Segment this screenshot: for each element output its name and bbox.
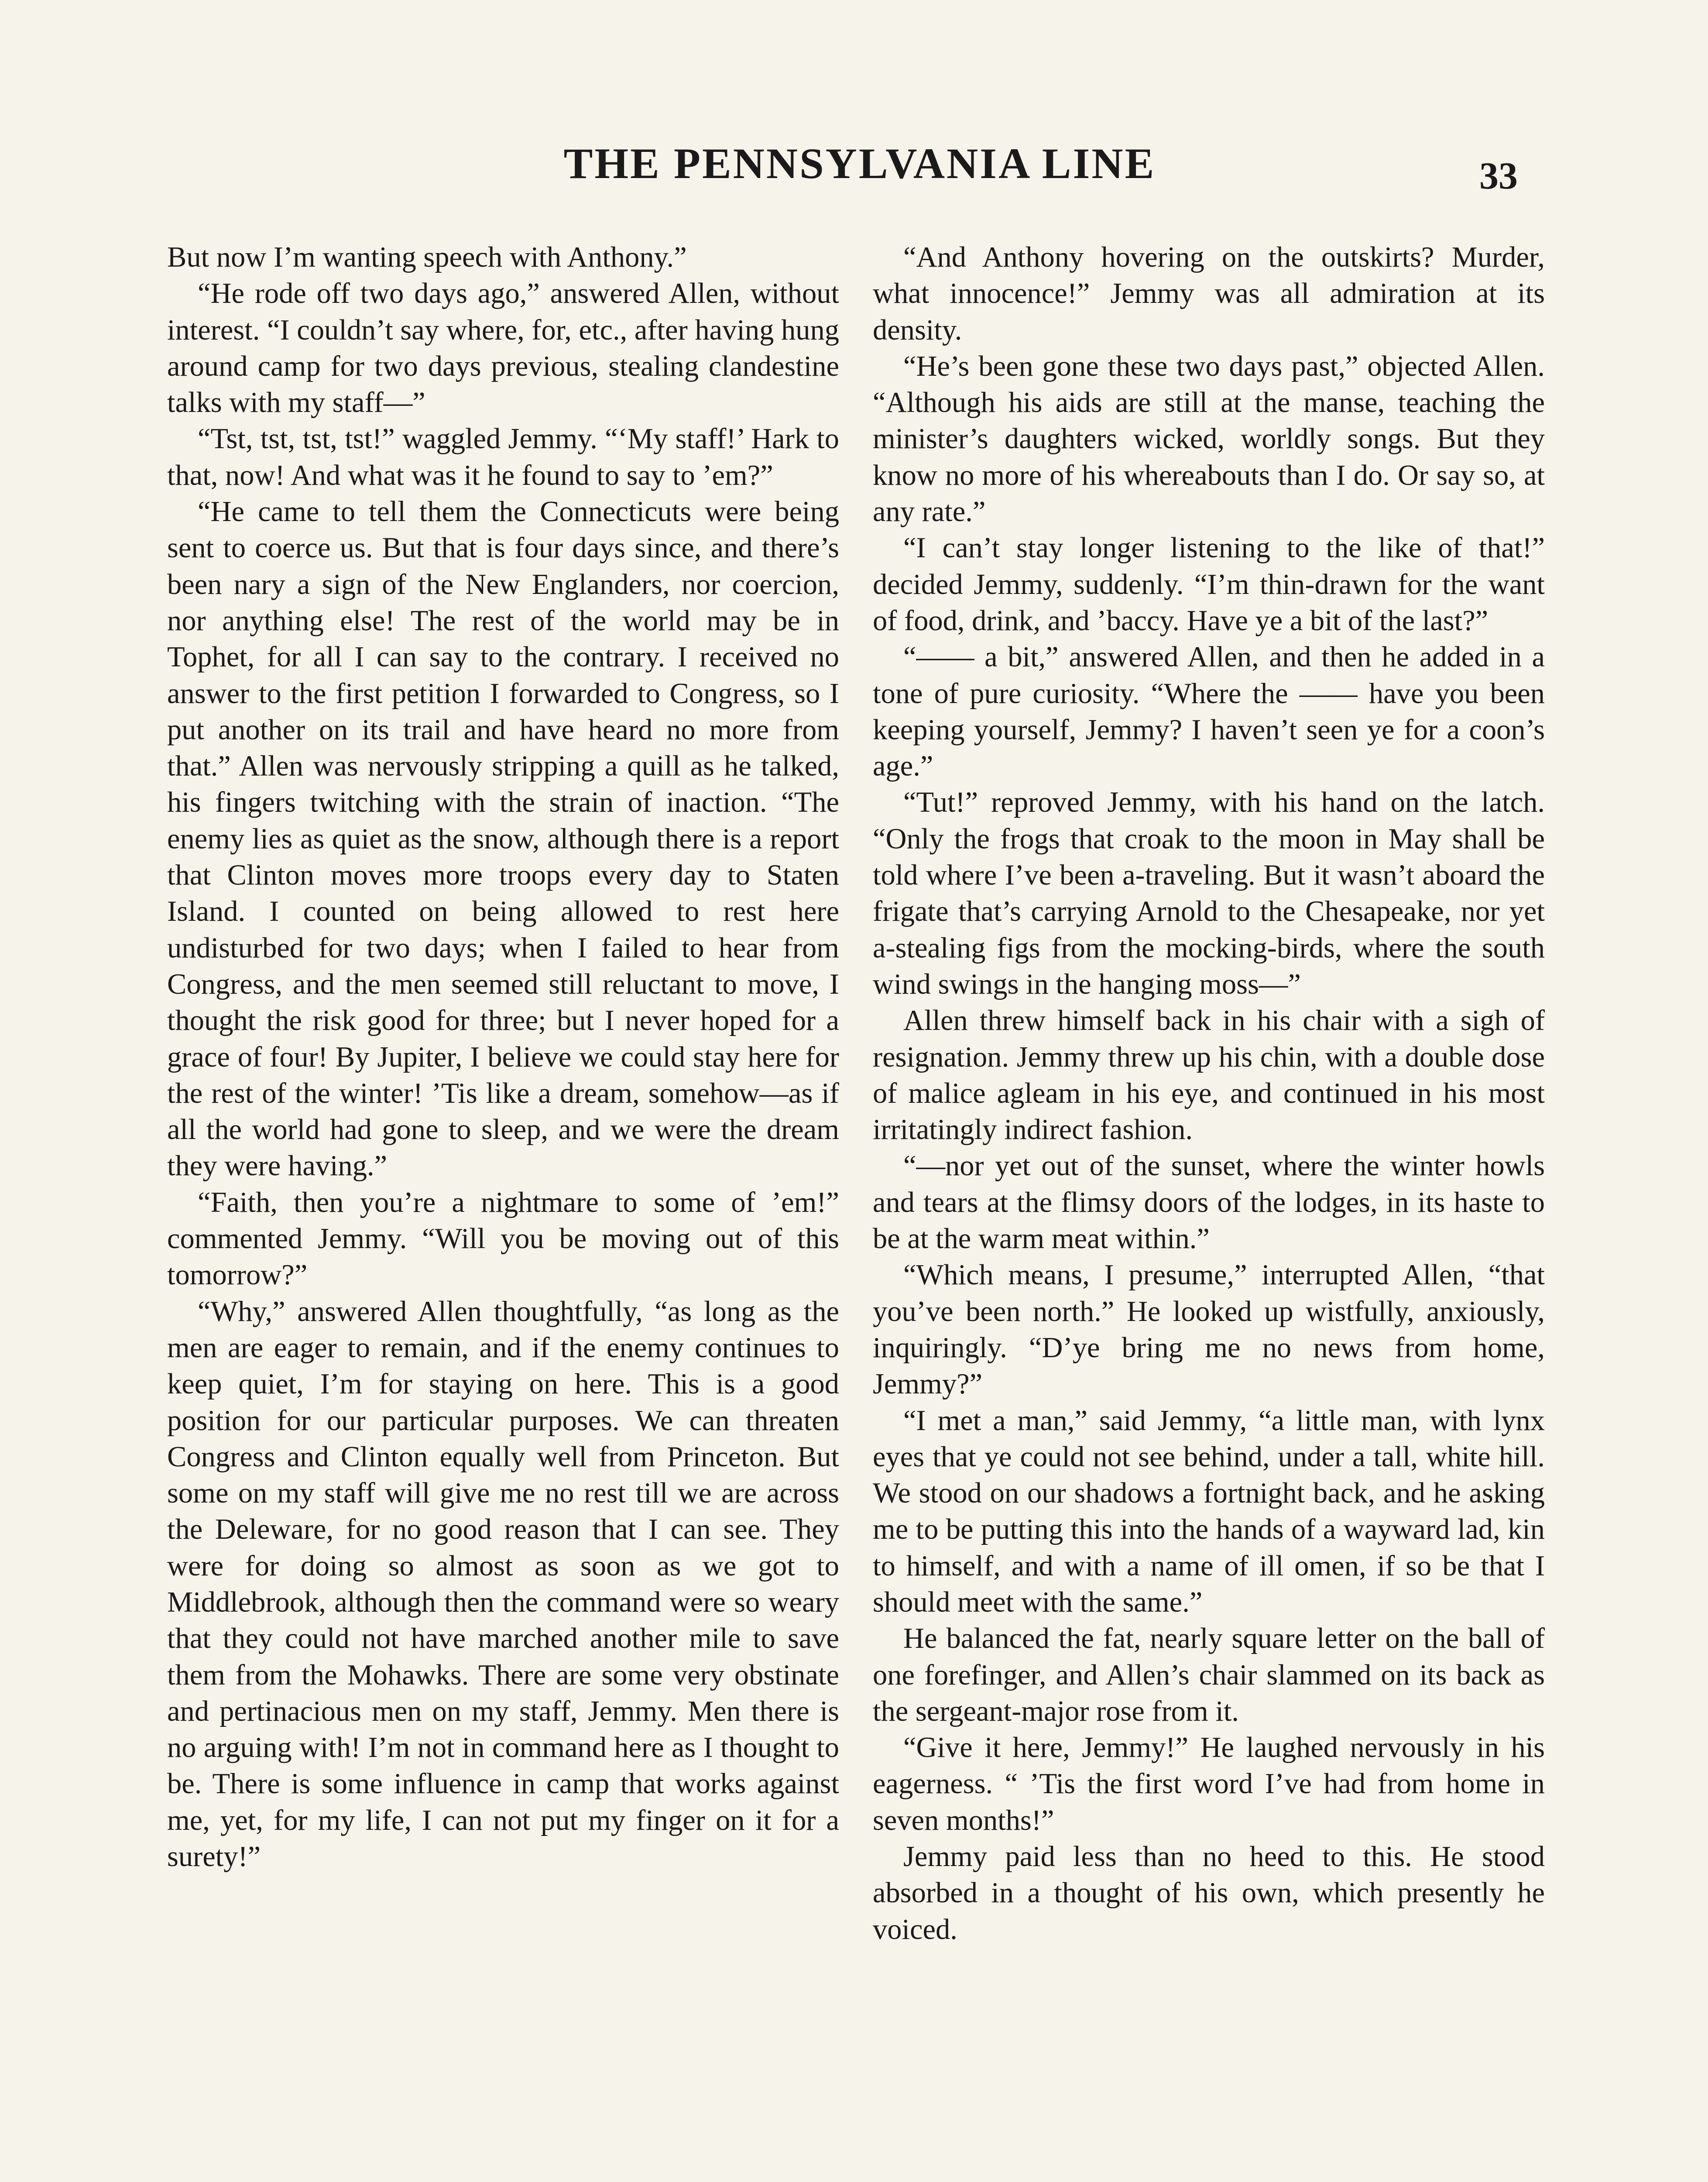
paragraph: “He rode off two days ago,” answered Allen, without interest. “I couldn’t say where, for, etc., after having hung around camp for two days previous, stealing clandestine talks with my staff—”: [167, 278, 839, 419]
paragraph: “Faith, then you’re a nightmare to some of ’em!” commented Jemmy. “Will you be moving out of this tomorrow?”: [167, 1186, 839, 1291]
page-title: THE PENNSYLVANIA LINE: [563, 139, 1156, 188]
paragraph: Allen threw himself back in his chair with a sigh of resignation. Jemmy threw up his chin, with a double dose of malice agleam in his eye, and continued in his most irritatingly indirect fashion.: [873, 1005, 1545, 1146]
paragraph: “—nor yet out of the sunset, where the winter howls and tears at the flimsy doors of the lodges, in its haste to be at the warm meat within.”: [873, 1150, 1545, 1255]
paragraph: “—— a bit,” answered Allen, and then he added in a tone of pure curiosity. “Where the —— have you been keeping yourself, Jemmy? I haven’t seen ye for a coon’s age.”: [873, 641, 1545, 782]
left-column: [167, 239, 839, 1875]
paragraph: “He came to tell them the Connecticuts were being sent to coerce us. But that is four days since, and there’s been nary a sign of the New Englanders, nor coercion, nor anything else! The rest of the world may be in Tophet, for all I can say to the contrary. I received no answer to the first petition I forwarded to Congress, so I put another on its trail and have heard no more from that.” Allen was nervously stripping a quill as he talked, his fingers twitching with the strain of inaction. “The enemy lies as quiet as the snow, although there is a report that Clinton moves more troops every day to Staten Island. I counted on being allowed to rest here undisturbed for two days; when I failed to hear from Congress, and the men seemed still reluctant to move, I thought the risk good for three; but I never hoped for a grace of four! By Jupiter, I believe we could stay here for the rest of the winter! ’Tis like a dream, somehow—as if all the world had gone to sleep, and we were the dream they were having.”: [167, 496, 839, 1182]
right-column: [873, 239, 1545, 1948]
paragraph: “I met a man,” said Jemmy, “a little man, with lynx eyes that ye could not see behind, under a tall, white hill. We stood on our shadows a fortnight back, and he asking me to be putting this into the hands of a wayward lad, kin to himself, and with a name of ill omen, if so be that I should meet with the same.”: [873, 1404, 1545, 1618]
page-number: 33: [1479, 155, 1518, 197]
paragraph: But now I’m wanting speech with Anthony.”: [167, 241, 687, 273]
paragraph: “And Anthony hovering on the outskirts? Murder, what innocence!” Jemmy was all admiration at its density.: [873, 241, 1545, 346]
paragraph: “Give it here, Jemmy!” He laughed nervously in his eagerness. “ ’Tis the first word I’ve had from home in seven months!”: [873, 1732, 1545, 1836]
paragraph: Jemmy paid less than no heed to this. He stood absorbed in a thought of his own, which presently he voiced.: [873, 1841, 1545, 1945]
paragraph: “He’s been gone these two days past,” objected Allen. “Although his aids are still at the manse, teaching the minister’s daughters wicked, worldly songs. But they know no more of his whereabouts than I do. Or say so, at any rate.”: [873, 350, 1545, 528]
paragraph: “Tut!” reproved Jemmy, with his hand on the latch. “Only the frogs that croak to the moon in May shall be told where I’ve been a-traveling. But it wasn’t aboard the frigate that’s carrying Arnold to the Chesapeake, nor yet a-stealing figs from the mocking-birds, where the south wind swings in the hanging moss—”: [873, 786, 1545, 1000]
paragraph: “Tst, tst, tst, tst!” waggled Jemmy. “‘My staff!’ Hark to that, now! And what was it he found to say to ’em?”: [167, 423, 839, 491]
paragraph: “Which means, I presume,” interrupted Allen, “that you’ve been north.” He looked up wistfully, anxiously, inquiringly. “D’ye bring me no news from home, Jemmy?”: [873, 1259, 1545, 1400]
paragraph: “Why,” answered Allen thoughtfully, “as long as the men are eager to remain, and if the enemy continues to keep quiet, I’m for staying on here. This is a good position for our particular purposes. We can threaten Congress and Clinton equally well from Princeton. But some on my staff will give me no rest till we are across the Deleware, for no good reason that I can see. They were for doing so almost as soon as we got to Middlebrook, although then the command were so weary that they could not have marched another mile to save them from the Mohawks. There are some very obstinate and pertinacious men on my staff, Jemmy. Men there is no arguing with! I’m not in command here as I thought to be. There is some influence in camp that works against me, yet, for my life, I can not put my finger on it for a surety!”: [167, 1295, 839, 1873]
paragraph: “I can’t stay longer listening to the like of that!” decided Jemmy, suddenly. “I’m thin-drawn for the want of food, drink, and ’baccy. Have ye a bit of the last?”: [873, 532, 1545, 637]
paragraph: He balanced the fat, nearly square letter on the ball of one forefinger, and Allen’s chair slammed on its back as the sergeant-major rose from it.: [873, 1623, 1545, 1727]
